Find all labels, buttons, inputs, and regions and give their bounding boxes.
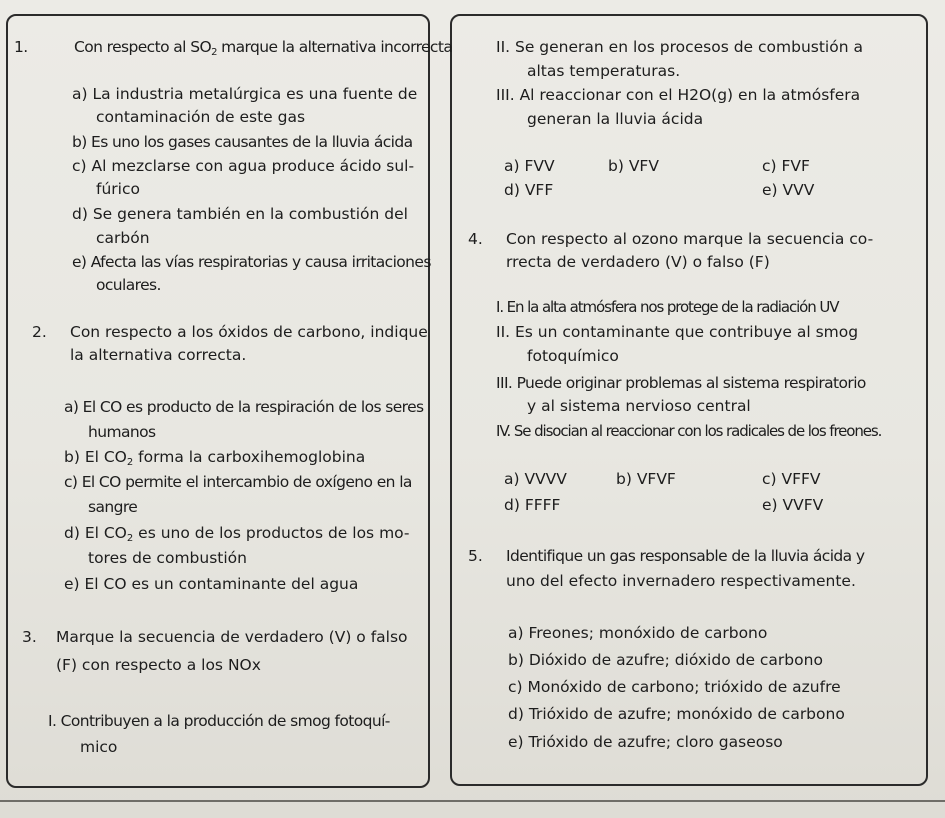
q3-option-a: a) FVV (504, 157, 555, 175)
q4-stem: Con respecto al ozono marque la secuencia co- (506, 230, 874, 248)
q2-stem-cont: la alternativa correcta. (70, 346, 247, 364)
q5-option-d: d) Trióxido de azufre; monóxido de carbono (508, 705, 845, 723)
q1-option-e: e) Afecta las vías respiratorias y causa irritaciones (72, 253, 431, 271)
q4-option-d: d) FFFF (504, 496, 561, 514)
page-bottom-rule (0, 800, 945, 802)
q3-statement-ii-cont: altas temperaturas. (527, 62, 681, 80)
q4-option-e: e) VVFV (762, 496, 824, 514)
q4-statement-iii-cont: y al sistema nervioso central (527, 397, 751, 415)
q1-option-d: d) Se genera también en la combustión del (72, 205, 408, 223)
q5-option-e: e) Trióxido de azufre; cloro gaseoso (508, 733, 783, 751)
q4-statement-iv: IV. Se disocian al reaccionar con los radicales de los freones. (496, 422, 882, 440)
q4-number: 4. (468, 230, 483, 248)
q3-statement-i-cont: mico (80, 738, 118, 756)
q3-statement-i: I. Contribuyen a la producción de smog fotoquí- (48, 712, 390, 730)
q2-option-c: c) El CO permite el intercambio de oxígeno en la (64, 473, 412, 491)
q3-stem: Marque la secuencia de verdadero (V) o falso (56, 628, 408, 646)
q1-option-e-cont: oculares. (96, 276, 161, 294)
q2-number: 2. (32, 323, 47, 341)
q3-statement-iii: III. Al reaccionar con el H2O(g) en la atmósfera (496, 86, 861, 104)
q3-option-e: e) VVV (762, 181, 815, 199)
q2-option-d: d) El $CO_2$ es uno de los productos de los mo- (64, 524, 410, 544)
q1-number: 1. (14, 38, 28, 56)
q5-stem: Identifique un gas responsable de la lluvia ácida y (506, 547, 865, 565)
q5-option-a: a) Freones; monóxido de carbono (508, 624, 768, 642)
q5-option-c: c) Monóxido de carbono; trióxido de azufre (508, 678, 841, 696)
q1-option-a-cont: contaminación de este gas (96, 108, 306, 126)
q1-option-b: b) Es uno los gases causantes de la lluvia ácida (72, 133, 413, 151)
q2-option-b: b) El $CO_2$ forma la carboxihemoglobina (64, 448, 366, 468)
q3-statement-iii-cont: generan la lluvia ácida (527, 110, 704, 128)
q1-option-c-cont: fúrico (96, 180, 140, 198)
q4-statement-iii: III. Puede originar problemas al sistema respiratorio (496, 374, 866, 392)
q3-option-d: d) VFF (504, 181, 554, 199)
q5-stem-cont: uno del efecto invernadero respectivamente. (506, 572, 856, 590)
q2-option-d-cont: tores de combustión (88, 549, 247, 567)
q1-option-a: a) La industria metalúrgica es una fuente de (72, 85, 418, 103)
q4-statement-i: I. En la alta atmósfera nos protege de la radiación UV (496, 298, 839, 316)
q2-option-c-cont: sangre (88, 498, 138, 516)
q4-statement-ii-cont: fotoquímico (527, 347, 619, 365)
q2-option-a: a) El CO es producto de la respiración de los seres (64, 398, 424, 416)
q3-option-c: c) FVF (762, 157, 810, 175)
q1-option-c: c) Al mezclarse con agua produce ácido sul- (72, 157, 415, 175)
q1-stem: Con respecto al $SO_2$ marque la alternativa incorrecta (74, 38, 453, 58)
q3-stem-cont: (F) con respecto a los NOx (56, 656, 261, 674)
q2-option-a-cont: humanos (88, 423, 156, 441)
q4-stem-cont: rrecta de verdadero (V) o falso (F) (506, 253, 770, 271)
q3-option-b: b) VFV (608, 157, 659, 175)
q5-option-b: b) Dióxido de azufre; dióxido de carbono (508, 651, 823, 669)
q4-option-b: b) VFVF (616, 470, 676, 488)
q2-option-e: e) El CO es un contaminante del agua (64, 575, 359, 593)
q4-statement-ii: II. Es un contaminante que contribuye al smog (496, 323, 859, 341)
q3-statement-ii: II. Se generan en los procesos de combustión a (496, 38, 863, 56)
q1-option-d-cont: carbón (96, 229, 150, 247)
q4-option-c: c) VFFV (762, 470, 821, 488)
q3-number: 3. (22, 628, 37, 646)
q4-option-a: a) VVVV (504, 470, 567, 488)
q2-stem: Con respecto a los óxidos de carbono, indique (70, 323, 428, 341)
q5-number: 5. (468, 547, 483, 565)
